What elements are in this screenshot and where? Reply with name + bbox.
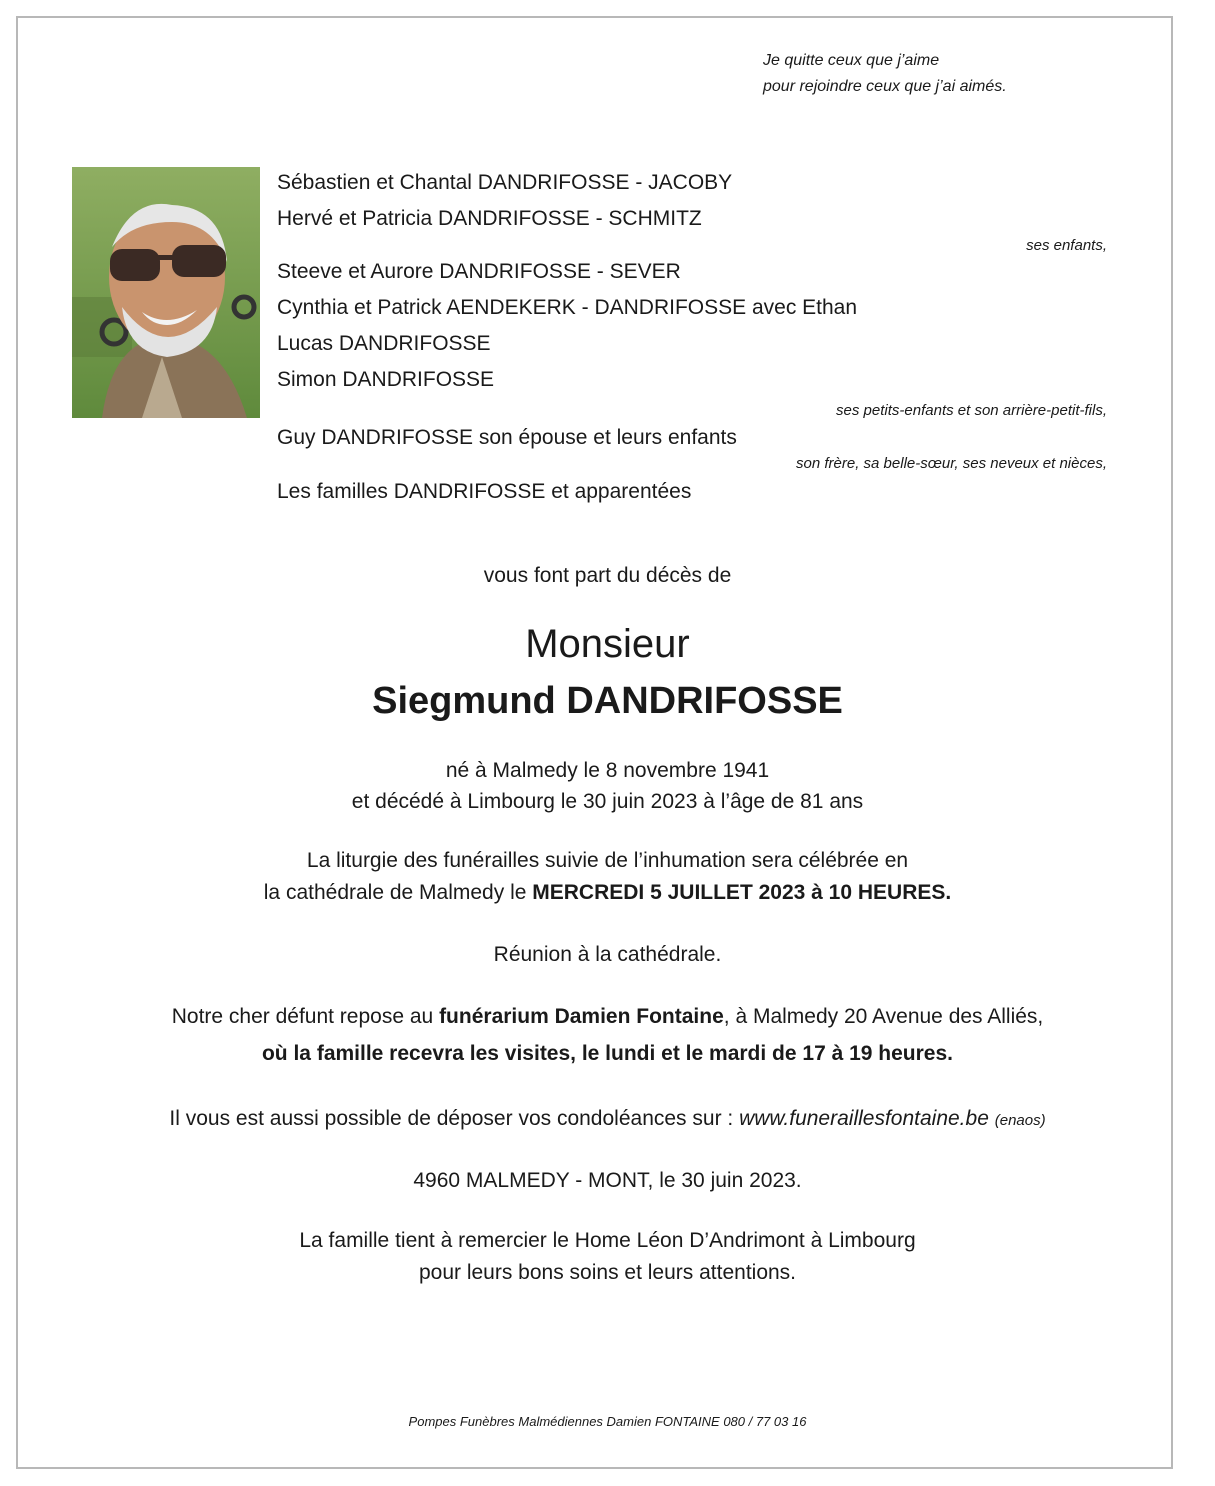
condolence-prefix: Il vous est aussi possible de déposer vos condoléances sur : — [169, 1107, 740, 1130]
visits-info — [0, 1039, 1215, 1069]
thanks-line-1: La famille tient à remercier le Home Léon D’Andrimont à Limbourg — [299, 1229, 916, 1252]
birth-info: né à Malmedy le 8 novembre 1941 — [445, 759, 770, 782]
family-grandchild-2: Cynthia et Patrick AENDEKERK - DANDRIFOSSE avec Ethan — [277, 296, 858, 319]
place-date: 4960 MALMEDY - MONT, le 30 juin 2023. — [413, 1169, 802, 1192]
announcement: vous font part du décès de — [483, 564, 732, 587]
quote-line-2: pour rejoindre ceux que j’ai aimés. — [763, 78, 1007, 95]
deceased-name: Siegmund DANDRIFOSSE — [372, 680, 843, 722]
family-grandchild-4: Simon DANDRIFOSSE — [277, 368, 495, 391]
footer-funeral-home: Pompes Funèbres Malmédiennes Damien FONTAINE 080 / 77 03 16 — [408, 1414, 807, 1429]
grandchildren-relation: ses petits-enfants et son arrière-petit-fils, — [836, 402, 1107, 419]
rest-info — [0, 1002, 1215, 1032]
liturgy-line-2 — [0, 878, 1215, 908]
rest-address: , à Malmedy 20 Avenue des Alliés, — [723, 1005, 1044, 1028]
visits-text: où la famille recevra les visites, le lundi et le mardi de 17 à 19 heures. — [261, 1042, 953, 1065]
deceased-photo — [72, 167, 260, 418]
death-info: et décédé à Limbourg le 30 juin 2023 à l’âge de 81 ans — [351, 790, 864, 813]
quote-line-1: Je quitte ceux que j’aime — [763, 52, 940, 69]
honorific: Monsieur — [525, 622, 690, 666]
condolence-info — [0, 1104, 1215, 1136]
family-grandchild-3: Lucas DANDRIFOSSE — [277, 332, 491, 355]
family-brother: Guy DANDRIFOSSE son épouse et leurs enfants — [277, 426, 737, 449]
meeting-info: Réunion à la cathédrale. — [493, 943, 722, 966]
thanks-line-2: pour leurs bons soins et leurs attentions. — [418, 1261, 797, 1284]
liturgy-place: la cathédrale de Malmedy le — [263, 881, 533, 904]
condolence-link[interactable]: www.funeraillesfontaine.be — [739, 1107, 989, 1130]
family-relatives: Les familles DANDRIFOSSE et apparentées — [277, 480, 692, 503]
funerarium-name: funérarium Damien Fontaine — [439, 1005, 724, 1028]
family-grandchild-1: Steeve et Aurore DANDRIFOSSE - SEVER — [277, 260, 681, 283]
children-relation: ses enfants, — [1026, 237, 1107, 254]
condolence-note: (enaos) — [994, 1112, 1046, 1129]
liturgy-datetime: MERCREDI 5 JUILLET 2023 à 10 HEURES. — [532, 881, 952, 904]
liturgy-line-1: La liturgie des funérailles suivie de l’inhumation sera célébrée en — [306, 849, 909, 872]
brother-relation: son frère, sa belle-sœur, ses neveux et nièces, — [796, 455, 1107, 472]
family-child-1: Sébastien et Chantal DANDRIFOSSE - JACOBY — [277, 171, 733, 194]
family-child-2: Hervé et Patricia DANDRIFOSSE - SCHMITZ — [277, 207, 702, 230]
rest-prefix: Notre cher défunt repose au — [171, 1005, 440, 1028]
